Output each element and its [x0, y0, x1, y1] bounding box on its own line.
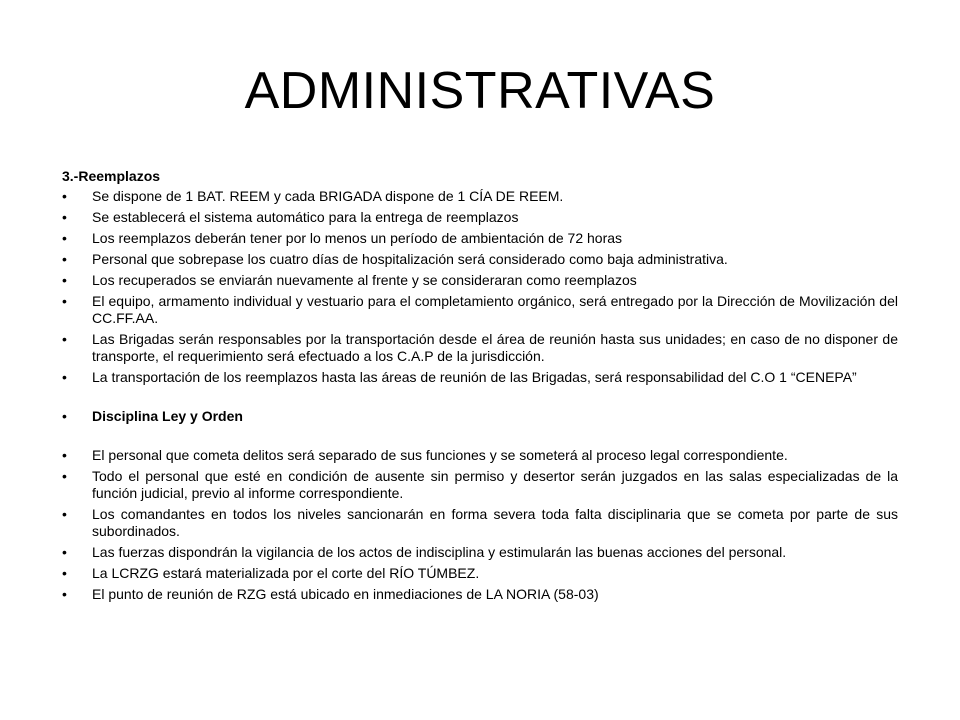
reemplazos-list — [62, 188, 898, 603]
list-item-text: Personal que sobrepase los cuatro días de hospitalización será considerado como baja administrativa. — [92, 251, 728, 267]
list-item — [62, 293, 898, 327]
list-item-text: Las fuerzas dispondrán la vigilancia de los actos de indisciplina y estimularán las buenas acciones del personal. — [92, 544, 787, 560]
list-item-text: El punto de reunión de RZG está ubicado en inmediaciones de LA NORIA (58-03) — [92, 586, 599, 602]
bullet-icon: • — [62, 272, 67, 288]
list-item-text: El personal que cometa delitos será separado de sus funciones y se someterá al proceso legal correspondiente. — [92, 447, 788, 463]
list-item-text: La LCRZG estará materializada por el corte del RÍO TÚMBEZ. — [92, 565, 480, 581]
bullet-icon: • — [62, 369, 67, 385]
list-item — [62, 209, 898, 226]
list-item — [62, 468, 898, 502]
bullet-icon: • — [62, 565, 67, 581]
bullet-icon: • — [62, 331, 67, 347]
bullet-icon: • — [62, 408, 67, 424]
slide-content — [62, 168, 898, 607]
list-item-text: Todo el personal que esté en condición de ausente sin permiso y desertor serán juzgados en las salas especializadas de la función judicial, previo al informe correspondiente. — [92, 468, 898, 501]
bullet-icon: • — [62, 293, 67, 309]
bullet-icon: • — [62, 188, 67, 204]
list-item — [62, 544, 898, 561]
bullet-icon: • — [62, 506, 67, 522]
list-item-text: Se dispone de 1 BAT. REEM y cada BRIGADA dispone de 1 CÍA DE REEM. — [92, 188, 564, 204]
bullet-icon: • — [62, 209, 67, 225]
list-item — [62, 369, 898, 386]
list-item-text: La transportación de los reemplazos hasta las áreas de reunión de las Brigadas, será responsabilidad del C.O 1 “CENEPA” — [92, 369, 857, 385]
list-item-text: El equipo, armamento individual y vestuario para el completamiento orgánico, será entregado por la Dirección de Movilización del CC.FF.AA. — [92, 293, 898, 326]
section-heading-disciplina — [62, 408, 898, 425]
list-item — [62, 586, 898, 603]
list-item — [62, 272, 898, 289]
list-item — [62, 251, 898, 268]
bullet-icon: • — [62, 468, 67, 484]
list-item — [62, 230, 898, 247]
list-item — [62, 565, 898, 582]
list-item-text: Las Brigadas serán responsables por la transportación desde el área de reunión hasta sus unidades; en caso de no disponer de transporte, el requerimiento será efectuado a los C.A.P de la jurisdicción. — [92, 331, 898, 364]
bullet-icon: • — [62, 586, 67, 602]
list-item-text: Los reemplazos deberán tener por lo menos un período de ambientación de 72 horas — [92, 230, 623, 246]
list-item — [62, 447, 898, 464]
section-heading-reemplazos: 3.-Reemplazos — [62, 168, 161, 184]
list-item-text: Los comandantes en todos los niveles sancionarán en forma severa toda falta disciplinaria que se cometa por parte de sus subordinados. — [92, 506, 898, 539]
list-item — [62, 506, 898, 540]
bullet-icon: • — [62, 230, 67, 246]
list-item — [62, 331, 898, 365]
bullet-icon: • — [62, 251, 67, 267]
disciplina-heading-text: Disciplina Ley y Orden — [92, 408, 243, 424]
bullet-icon: • — [62, 544, 67, 560]
list-item — [62, 188, 898, 205]
bullet-icon: • — [62, 447, 67, 463]
list-item-text: Se establecerá el sistema automático para la entrega de reemplazos — [92, 209, 519, 225]
list-item-text: Los recuperados se enviarán nuevamente al frente y se consideraran como reemplazos — [92, 272, 637, 288]
slide-title: ADMINISTRATIVAS — [244, 62, 716, 120]
